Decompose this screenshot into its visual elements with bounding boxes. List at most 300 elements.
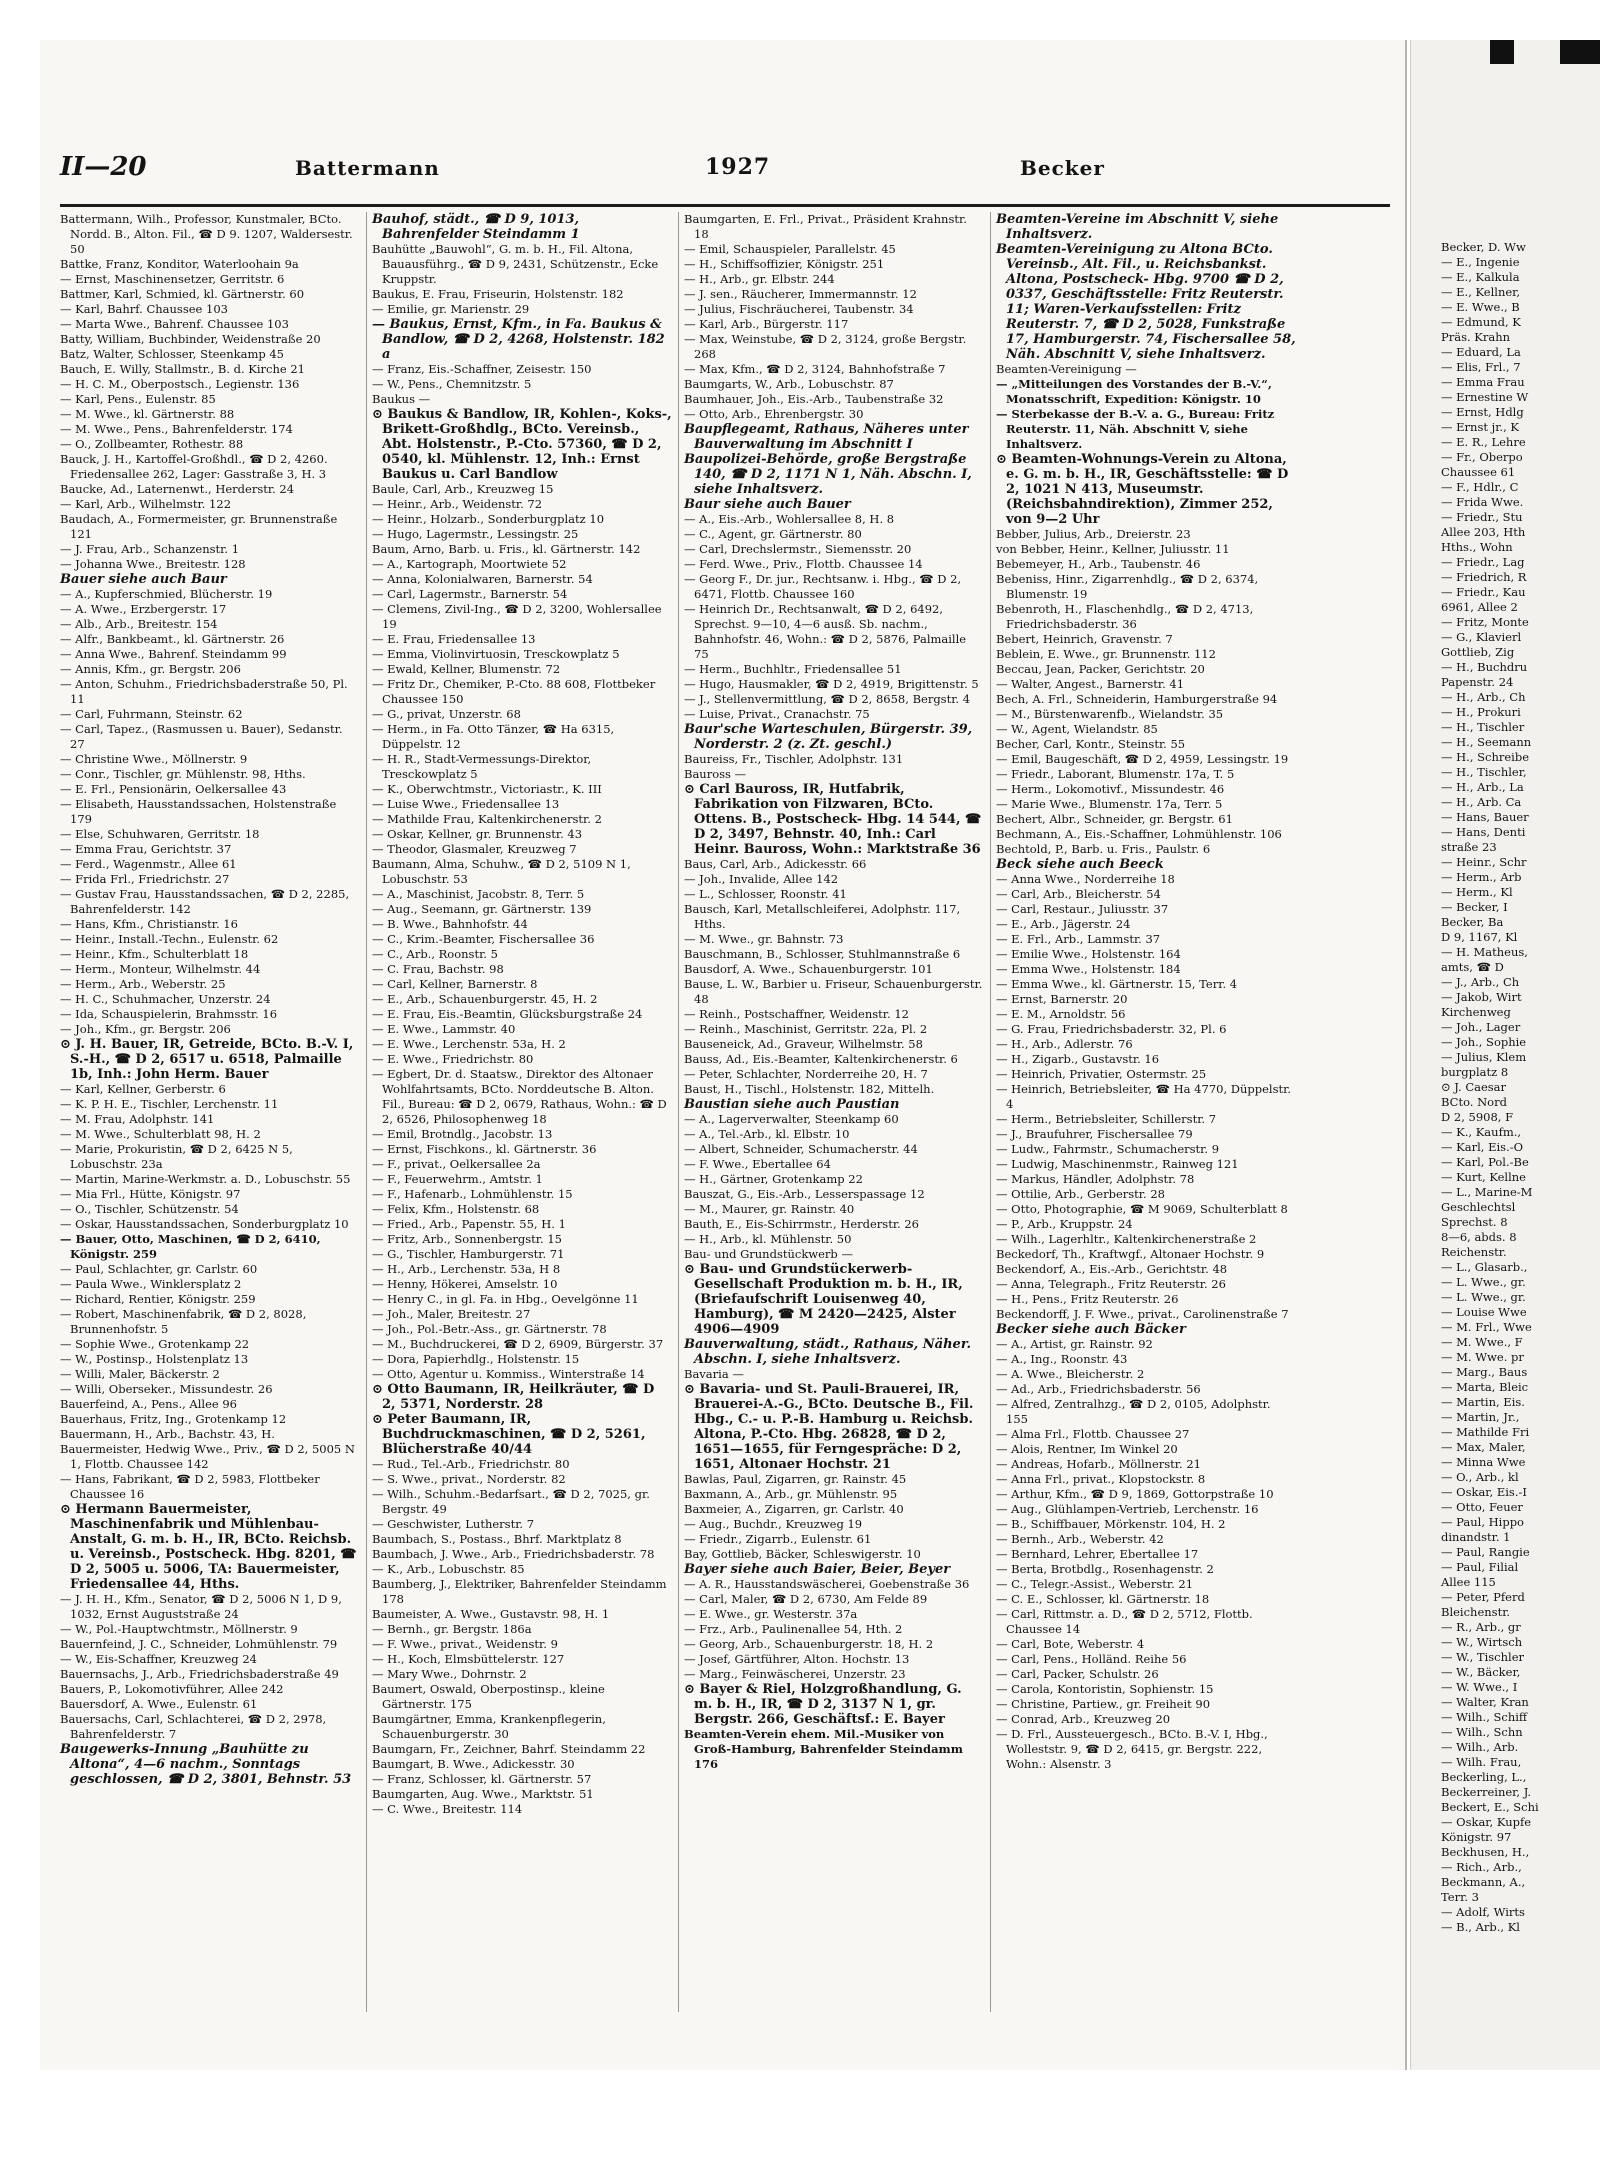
directory-entry: — Christine, Partiew., gr. Freiheit 90 — [996, 1697, 1211, 1711]
next-page-fragment: Allee 115 — [1441, 1575, 1496, 1589]
directory-entry: Bausch, Karl, Metallschleiferei, Adolphstr. 117, Hths. — [684, 902, 961, 931]
directory-entry: Bauersdorf, A. Wwe., Eulenstr. 61 — [60, 1697, 258, 1711]
directory-entry: — J., Braufuhrer, Fischersallee 79 — [996, 1127, 1193, 1141]
directory-entry: — H., Zigarb., Gustavstr. 16 — [996, 1052, 1160, 1066]
directory-entry: — Carl, Rittmstr. a. D., ☎ D 2, 5712, Flottb. Chaussee 14 — [996, 1607, 1253, 1636]
directory-entry: — Annis, Kfm., gr. Bergstr. 206 — [60, 662, 241, 676]
next-page-fragment: — Oskar, Kupfe — [1441, 1815, 1532, 1829]
directory-entry: — Ludw., Fahrmstr., Schumacherstr. 9 — [996, 1142, 1220, 1156]
directory-entry: — A., Artist, gr. Rainstr. 92 — [996, 1337, 1153, 1351]
directory-entry: — B., Schiffbauer, Mörkenstr. 104, H. 2 — [996, 1517, 1226, 1531]
directory-entry: ⊙ Bau- und Grundstückerwerb-Gesellschaft Produktion m. b. H., IR, (Briefaufschrift Louisenweg 40, Hamburg), ☎ M 2420—2425, Alster 4906—4909 — [684, 1262, 963, 1337]
directory-entry: Bauerfeind, A., Pens., Allee 96 — [60, 1397, 237, 1411]
directory-entry: — A., Tel.-Arb., kl. Elbstr. 10 — [684, 1127, 850, 1141]
directory-entry: Bauersachs, Carl, Schlachterei, ☎ D 2, 2978, Bahrenfelderstr. 7 — [60, 1712, 327, 1741]
directory-entry: — Marie Wwe., Blumenstr. 17a, Terr. 5 — [996, 797, 1223, 811]
next-page-fragment: — K., Kaufm., — [1441, 1125, 1522, 1139]
directory-entry: Bauth, E., Eis-Schirrmstr., Herderstr. 26 — [684, 1217, 919, 1231]
directory-entry: — Alfred, Zentralhzg., ☎ D 2, 0105, Adolphstr. 155 — [996, 1397, 1271, 1426]
directory-entry: — Herm., Betriebsleiter, Schillerstr. 7 — [996, 1112, 1217, 1126]
next-page-fragment: Beckerreiner, J. — [1441, 1785, 1532, 1799]
next-page-fragment: — Mathilde Fri — [1441, 1425, 1530, 1439]
directory-entry: — E. Wwe., Friedrichstr. 80 — [372, 1052, 534, 1066]
directory-entry: — E., Arb., Schauenburgerstr. 45, H. 2 — [372, 992, 598, 1006]
first-entry-word: Battermann — [295, 156, 440, 180]
next-page-fragment: — H., Tischler, — [1441, 765, 1527, 779]
directory-entry: — K., Oberwchtmstr., Victoriastr., K. III — [372, 782, 602, 796]
directory-entry: — Herm., in Fa. Otto Tänzer, ☎ Ha 6315, Düppelstr. 12 — [372, 722, 615, 751]
next-page-fragment: — Julius, Klem — [1441, 1050, 1527, 1064]
directory-entry: — Willi, Maler, Bäckerstr. 2 — [60, 1367, 220, 1381]
directory-entry: — Carl, Arb., Bleicherstr. 54 — [996, 887, 1161, 901]
directory-entry: — H., Gärtner, Grotenkamp 22 — [684, 1172, 863, 1186]
next-page-fragment: — Paul, Rangie — [1441, 1545, 1530, 1559]
next-page-fragment: — Adolf, Wirts — [1441, 1905, 1525, 1919]
directory-entry: — Frida Frl., Friedrichstr. 27 — [60, 872, 230, 886]
next-page-column — [1441, 240, 1600, 1935]
directory-entry: Baumert, Oswald, Oberpostinsp., kleine Gärtnerstr. 175 — [372, 1682, 605, 1711]
directory-entry: — Bauer, Otto, Maschinen, ☎ D 2, 6410, Königstr. 259 — [60, 1232, 321, 1261]
next-page-fragment: BCto. Nord — [1441, 1095, 1507, 1109]
next-page-fragment: — Emma Frau — [1441, 375, 1525, 389]
next-page-fragment: — Elis, Frl., 7 — [1441, 360, 1521, 374]
directory-entry: ⊙ Otto Baumann, IR, Heilkräuter, ☎ D 2, 5371, Norderstr. 28 — [372, 1382, 655, 1412]
next-page-fragment: — Wilh., Schiff — [1441, 1710, 1528, 1724]
directory-entry: — Henry C., in gl. Fa. in Hbg., Oevelgönne 11 — [372, 1292, 639, 1306]
directory-entry: — A., Maschinist, Jacobstr. 8, Terr. 5 — [372, 887, 585, 901]
directory-entry: Bauhütte „Bauwohl“, G. m. b. H., Fil. Altona, Bauausführg., ☎ D 9, 2431, Schützenstr., Ecke Kruppstr. — [372, 242, 659, 286]
next-page-fragment: — Ernst, Hdlg — [1441, 405, 1524, 419]
directory-entry: — E. M., Arnoldstr. 56 — [996, 1007, 1126, 1021]
directory-entry: — Dora, Papierhdlg., Holstenstr. 15 — [372, 1352, 580, 1366]
directory-entry: — Herm., Buchhltr., Friedensallee 51 — [684, 662, 902, 676]
directory-entry: — C. Frau, Bachstr. 98 — [372, 962, 504, 976]
directory-entry: Baukus — — [372, 392, 431, 406]
next-page-fragment: — H., Arb., Ch — [1441, 690, 1526, 704]
next-page-fragment: — Friedr., Stu — [1441, 510, 1523, 524]
directory-entry: Bebemeyer, H., Arb., Taubenstr. 46 — [996, 557, 1201, 571]
directory-entry: Baureiss, Fr., Tischler, Adolphstr. 131 — [684, 752, 904, 766]
directory-entry: — Karl, Bahrf. Chaussee 103 — [60, 302, 228, 316]
directory-entry: — E. Frl., Arb., Lammstr. 37 — [996, 932, 1161, 946]
directory-entry: — H., Pens., Fritz Reuterstr. 26 — [996, 1292, 1179, 1306]
next-page-fragment: Beckert, E., Schi — [1441, 1800, 1539, 1814]
directory-entry: — Gustav Frau, Hausstandssachen, ☎ D 2, 2285, Bahrenfelderstr. 142 — [60, 887, 350, 916]
directory-entry: Bechmann, A., Eis.-Schaffner, Lohmühlenstr. 106 — [996, 827, 1282, 841]
directory-entry: — Fritz, Arb., Sonnenbergstr. 15 — [372, 1232, 562, 1246]
next-page-fragment: Becker, Ba — [1441, 915, 1504, 929]
next-page-fragment: Sprechst. 8 — [1441, 1215, 1508, 1229]
directory-entry: Beccau, Jean, Packer, Gerichtstr. 20 — [996, 662, 1205, 676]
next-page-fragment: straße 23 — [1441, 840, 1497, 854]
directory-entry: — Baukus, Ernst, Kfm., in Fa. Baukus & Bandlow, ☎ D 2, 4268, Holstenstr. 182 a — [372, 317, 665, 362]
next-page-fragment: — H., Arb., La — [1441, 780, 1524, 794]
directory-entry: — H., Arb., gr. Elbstr. 244 — [684, 272, 835, 286]
next-page-fragment: — Louise Wwe — [1441, 1305, 1527, 1319]
next-page-fragment: — H., Seemann — [1441, 735, 1532, 749]
directory-entry: — Herm., Lokomotivf., Missundestr. 46 — [996, 782, 1225, 796]
directory-entry: — Georg F., Dr. jur., Rechtsanw. i. Hbg., ☎ D 2, 6471, Flottb. Chaussee 160 — [684, 572, 962, 601]
directory-entry: — Oskar, Kellner, gr. Brunnenstr. 43 — [372, 827, 583, 841]
directory-entry: — H. C. M., Oberpostsch., Legienstr. 136 — [60, 377, 300, 391]
next-page-fragment: Allee 203, Hth — [1441, 525, 1526, 539]
directory-entry: — Karl, Kellner, Gerberstr. 6 — [60, 1082, 226, 1096]
next-page-fragment: Papenstr. 24 — [1441, 675, 1514, 689]
directory-entry: — H. C., Schuhmacher, Unzerstr. 24 — [60, 992, 271, 1006]
directory-entry: — F., Hafenarb., Lohmühlenstr. 15 — [372, 1187, 573, 1201]
directory-entry: — Josef, Gärtführer, Alton. Hochstr. 13 — [684, 1652, 910, 1666]
directory-entry: Bay, Gottlieb, Bäcker, Schleswigerstr. 10 — [684, 1547, 921, 1561]
directory-entry: — S. Wwe., privat., Norderstr. 82 — [372, 1472, 566, 1486]
directory-entry: — A., Ing., Roonstr. 43 — [996, 1352, 1128, 1366]
directory-entry: Baumgarts, W., Arb., Lobuschstr. 87 — [684, 377, 894, 391]
next-page-fragment: — L., Glasarb., — [1441, 1260, 1528, 1274]
directory-entry: — Ernst, Barnerstr. 20 — [996, 992, 1128, 1006]
directory-entry: Baumhauer, Joh., Eis.-Arb., Taubenstraße 32 — [684, 392, 944, 406]
directory-entry: — Henny, Hökerei, Amselstr. 10 — [372, 1277, 558, 1291]
directory-entry: — Ottilie, Arb., Gerberstr. 28 — [996, 1187, 1165, 1201]
next-page-fragment: — Herm., Arb — [1441, 870, 1522, 884]
directory-entry: — Mia Frl., Hütte, Königstr. 97 — [60, 1187, 241, 1201]
next-page-fragment: — G., Klavierl — [1441, 630, 1522, 644]
directory-entry: — B. Wwe., Bahnhofstr. 44 — [372, 917, 528, 931]
directory-entry: Battermann, Wilh., Professor, Kunstmaler, BCto. Nordd. B., Alton. Fil., ☎ D 9. 1207, Waldersestr. 50 — [60, 212, 353, 256]
directory-entry: — W., Eis-Schaffner, Kreuzweg 24 — [60, 1652, 257, 1666]
directory-entry: — Emil, Schauspieler, Parallelstr. 45 — [684, 242, 896, 256]
directory-entry: — Anna, Telegraph., Fritz Reuterstr. 26 — [996, 1277, 1226, 1291]
directory-entry: von Bebber, Heinr., Kellner, Juliusstr. 11 — [996, 542, 1230, 556]
directory-entry: Bauermeister, Hedwig Wwe., Priv., ☎ D 2, 5005 N 1, Flottb. Chaussee 142 — [60, 1442, 355, 1471]
directory-entry: — Else, Schuhwaren, Gerritstr. 18 — [60, 827, 260, 841]
directory-entry: — Georg, Arb., Schauenburgerstr. 18, H. 2 — [684, 1637, 934, 1651]
directory-entry: — Martin, Marine-Werkmstr. a. D., Lobuschstr. 55 — [60, 1172, 351, 1186]
directory-entry: Bauer siehe auch Baur — [60, 572, 227, 587]
header-rule — [60, 204, 1390, 207]
directory-entry: — C., Agent, gr. Gärtnerstr. 80 — [684, 527, 862, 541]
directory-entry: — E. Frau, Eis.-Beamtin, Glücksburgstraße 24 — [372, 1007, 643, 1021]
directory-entry: — Heinr., Arb., Weidenstr. 72 — [372, 497, 543, 511]
directory-entry: — Emma Wwe., kl. Gärtnerstr. 15, Terr. 4 — [996, 977, 1238, 991]
directory-entry: Beckendorf, A., Eis.-Arb., Gerichtstr. 48 — [996, 1262, 1228, 1276]
directory-entry: — E. Frau, Friedensallee 13 — [372, 632, 536, 646]
next-page-fragment: Terr. 3 — [1441, 1890, 1479, 1904]
directory-entry: Baumgart, B. Wwe., Adickesstr. 30 — [372, 1757, 575, 1771]
directory-entry: — Ernst, Fischkons., kl. Gärtnerstr. 36 — [372, 1142, 597, 1156]
directory-entry: — M. Wwe., kl. Gärtnerstr. 88 — [60, 407, 235, 421]
directory-entry: — Aug., Buchdr., Kreuzweg 19 — [684, 1517, 863, 1531]
directory-entry: — Walter, Angest., Barnerstr. 41 — [996, 677, 1185, 691]
directory-entry: Beamten-Vereine im Abschnitt V, siehe Inhaltsverz. — [996, 212, 1279, 242]
next-page-fragment: — Walter, Kran — [1441, 1695, 1529, 1709]
directory-entry: — Hugo, Hausmakler, ☎ D 2, 4919, Brigittenstr. 5 — [684, 677, 979, 691]
directory-entry: — Emil, Brotndlg., Jacobstr. 13 — [372, 1127, 553, 1141]
next-page-fragment: — Jakob, Wirt — [1441, 990, 1522, 1004]
directory-entry: — Otto, Agentur u. Kommiss., Winterstraße 14 — [372, 1367, 645, 1381]
directory-entry: — Luise Wwe., Friedensallee 13 — [372, 797, 560, 811]
directory-entry: Baur siehe auch Bauer — [684, 497, 851, 512]
directory-entry: — D. Frl., Aussteuergesch., BCto. B.-V. I, Hbg., Wolleststr. 9, ☎ D 2, 6415, gr. Bergstr. 222, Wohn.: Alsenstr. 3 — [996, 1727, 1268, 1771]
directory-entry: — C., Telegr.-Assist., Weberstr. 21 — [996, 1577, 1194, 1591]
directory-entry: — M. Frau, Adolphstr. 141 — [60, 1112, 215, 1126]
directory-entry: — E. Wwe., gr. Westerstr. 37a — [684, 1607, 858, 1621]
directory-entry: — Carl, Maler, ☎ D 2, 6730, Am Felde 89 — [684, 1592, 928, 1606]
directory-entry: — Emil, Baugeschäft, ☎ D 2, 4959, Lessingstr. 19 — [996, 752, 1289, 766]
next-page-fragment: — W., Tischler — [1441, 1650, 1525, 1664]
directory-entry: Bauermann, H., Arb., Bachstr. 43, H. — [60, 1427, 275, 1441]
directory-entry: — Alfr., Bankbeamt., kl. Gärtnerstr. 26 — [60, 632, 285, 646]
directory-entry: — E., Arb., Jägerstr. 24 — [996, 917, 1131, 931]
directory-entry: — Max, Weinstube, ☎ D 2, 3124, große Bergstr. 268 — [684, 332, 967, 361]
next-page-fragment: — Paul, Filial — [1441, 1560, 1519, 1574]
directory-entry: — G. Frau, Friedrichsbaderstr. 32, Pl. 6 — [996, 1022, 1227, 1036]
directory-entry: — Ferd. Wwe., Priv., Flottb. Chaussee 14 — [684, 557, 923, 571]
directory-entry: Baust, H., Tischl., Holstenstr. 182, Mittelh. — [684, 1082, 935, 1096]
directory-entry: — Joh., Pol.-Betr.-Ass., gr. Gärtnerstr. 78 — [372, 1322, 607, 1336]
directory-entry: Baugewerks-Innung „Bauhütte zu Altona“, 4—6 nachm., Sonntags geschlossen, ☎ D 2, 3801, Behnstr. 53 — [60, 1742, 352, 1787]
directory-entry: — Carl, Restaur., Juliusstr. 37 — [996, 902, 1169, 916]
directory-entry: — Ludwig, Maschinenmstr., Rainweg 121 — [996, 1157, 1239, 1171]
column-divider — [678, 212, 679, 2012]
directory-entry: — Aug., Glühlampen-Vertrieb, Lerchenstr. 16 — [996, 1502, 1259, 1516]
directory-entry: Baumann, Alma, Schuhw., ☎ D 2, 5109 N 1, Lobuschstr. 53 — [372, 857, 631, 886]
directory-entry: — A. R., Hausstandswäscherei, Goebenstraße 36 — [684, 1577, 970, 1591]
directory-entry: — Andreas, Hofarb., Möllnerstr. 21 — [996, 1457, 1201, 1471]
directory-entry: — O., Zollbeamter, Rothestr. 88 — [60, 437, 244, 451]
next-page-fragment: — Joh., Sophie — [1441, 1035, 1527, 1049]
directory-entry: Bech, A. Frl., Schneiderin, Hamburgerstraße 94 — [996, 692, 1278, 706]
directory-entry: — Peter, Schlachter, Norderreihe 20, H. 7 — [684, 1067, 928, 1081]
directory-entry: Bavaria — — [684, 1367, 744, 1381]
directory-entry: — Mathilde Frau, Kaltenkirchenerstr. 2 — [372, 812, 602, 826]
directory-entry: — A., Eis.-Arb., Wohlersallee 8, H. 8 — [684, 512, 895, 526]
directory-entry: Bebert, Heinrich, Gravenstr. 7 — [996, 632, 1173, 646]
directory-page — [40, 40, 1407, 2070]
directory-entry: — Bernhard, Lehrer, Ebertallee 17 — [996, 1547, 1199, 1561]
directory-entry: — F. Wwe., privat., Weidenstr. 9 — [372, 1637, 558, 1651]
next-page-fragment: — O., Arb., kl — [1441, 1470, 1519, 1484]
directory-entry: — Joh., Invalide, Allee 142 — [684, 872, 839, 886]
directory-entry: Baxmeier, A., Zigarren, gr. Carlstr. 40 — [684, 1502, 904, 1516]
directory-entry: — Bernh., Arb., Weberstr. 42 — [996, 1532, 1164, 1546]
directory-entry: — Robert, Maschinenfabrik, ☎ D 2, 8028, Brunnenhofstr. 5 — [60, 1307, 307, 1336]
directory-entry: — Marta Wwe., Bahrenf. Chaussee 103 — [60, 317, 289, 331]
directory-entry: ⊙ Peter Baumann, IR, Buchdruckmaschinen, ☎ D 2, 5261, Blücherstraße 40/44 — [372, 1412, 646, 1457]
directory-entry: — Herm., Monteur, Wilhelmstr. 44 — [60, 962, 261, 976]
directory-entry: Batz, Walter, Schlosser, Steenkamp 45 — [60, 347, 285, 361]
next-page-fragment: — Herm., Kl — [1441, 885, 1513, 899]
directory-entry: — C., Krim.-Beamter, Fischersallee 36 — [372, 932, 595, 946]
directory-entry: — Luise, Privat., Cranachstr. 75 — [684, 707, 870, 721]
directory-entry: — Heinr., Holzarb., Sonderburgplatz 10 — [372, 512, 605, 526]
directory-entry: — E. Wwe., Lammstr. 40 — [372, 1022, 516, 1036]
directory-entry: Bauseneick, Ad., Graveur, Wilhelmstr. 58 — [684, 1037, 923, 1051]
directory-entry: — Markus, Händler, Adolphstr. 78 — [996, 1172, 1195, 1186]
directory-entry: — M. Wwe., Schulterblatt 98, H. 2 — [60, 1127, 261, 1141]
corner-mark — [1490, 40, 1514, 64]
directory-entry: — Anton, Schuhm., Friedrichsbaderstraße 50, Pl. 11 — [60, 677, 348, 706]
directory-entry: ⊙ Bayer & Riel, Holzgroßhandlung, G. m. b. H., IR, ☎ D 2, 3137 N 1, gr. Bergstr. 266, Geschäftsf.: E. Bayer — [684, 1682, 962, 1727]
next-page-fragment: — Friedr., Lag — [1441, 555, 1525, 569]
directory-entry: — Emma Frau, Gerichtstr. 37 — [60, 842, 232, 856]
directory-entry: — Marie, Prokuristin, ☎ D 2, 6425 N 5, Lobuschstr. 23a — [60, 1142, 293, 1171]
directory-entry: — H., Schiffsoffizier, Königstr. 251 — [684, 257, 885, 271]
directory-entry: Bauross — — [684, 767, 747, 781]
directory-entry: — Fritz Dr., Chemiker, P.-Cto. 88 608, Flottbeker Chaussee 150 — [372, 677, 656, 706]
page-number: II—20 — [60, 152, 147, 182]
directory-entry: — G., privat, Unzerstr. 68 — [372, 707, 521, 721]
directory-entry: — Alb., Arb., Breitestr. 154 — [60, 617, 218, 631]
next-page-fragment: Gottlieb, Zig — [1441, 645, 1515, 659]
directory-entry: Baur'sche Warteschulen, Bürgerstr. 39, Norderstr. 2 (z. Zt. geschl.) — [684, 722, 973, 752]
directory-entry: Baumbach, S., Postass., Bhrf. Marktplatz 8 — [372, 1532, 622, 1546]
directory-entry: — C., Arb., Roonstr. 5 — [372, 947, 498, 961]
directory-entry: Beamten-Vereinigung zu Altona BCto. Vereinsb., Alt. Fil., u. Reichsbankst. Altona, Postscheck- Hbg. 9700 ☎ D 2, 0337, Geschäftsstelle: Fritz Reuterstr. 11; Waren-Verkaufsstellen: Fritz Reuterstr. 7, ☎ D 2, 5028, Funkstraße 17, Hamburgerstr. 74, Fischersallee 58, Näh. Abschnitt V, siehe Inhaltsverz. — [996, 242, 1296, 362]
next-page-fragment: — Karl, Pol.-Be — [1441, 1155, 1529, 1169]
next-page-fragment: — Edmund, K — [1441, 315, 1521, 329]
next-page-fragment: — J., Arb., Ch — [1441, 975, 1520, 989]
directory-entry: Baumgarn, Fr., Zeichner, Bahrf. Steindamm 22 — [372, 1742, 646, 1756]
directory-entry: Baustian siehe auch Paustian — [684, 1097, 900, 1112]
next-page-fragment: Bleichenstr. — [1441, 1605, 1511, 1619]
directory-entry: — Ida, Schauspielerin, Brahmsstr. 16 — [60, 1007, 278, 1021]
directory-entry: — Egbert, Dr. d. Staatsw., Direktor des Altonaer Wohlfahrtsamts, BCto. Norddeutsche B. Alton. Fil., Bureau: ☎ D 2, 0679, Rathaus, Wohn.: ☎ D 2, 6526, Philosophenweg 18 — [372, 1067, 667, 1126]
next-page-fragment: Reichenstr. — [1441, 1245, 1507, 1259]
next-page-fragment: — M. Wwe., F — [1441, 1335, 1523, 1349]
next-page-fragment: — E. Wwe., B — [1441, 300, 1520, 314]
directory-entry: — Hugo, Lagermstr., Lessingstr. 25 — [372, 527, 579, 541]
directory-entry: Baukus, E. Frau, Friseurin, Holstenstr. 182 — [372, 287, 624, 301]
directory-entry: ⊙ Bavaria- und St. Pauli-Brauerei, IR, Brauerei-A.-G., BCto. Deutsche B., Fil. Hbg., C.- u. P.-B. Hamburg u. Reichsb. Altona, P.-Cto. Hbg. 26828, ☎ D 2, 1651—1655, für Ferngespräche: D 2, 1651, Altonaer Hochstr. 21 — [684, 1382, 974, 1472]
next-page-fragment: — Otto, Feuer — [1441, 1500, 1523, 1514]
directory-column-4 — [996, 212, 1296, 1772]
directory-entry: — Carl, Packer, Schulstr. 26 — [996, 1667, 1159, 1681]
directory-entry: Baum, Arno, Barb. u. Fris., kl. Gärtnerstr. 142 — [372, 542, 641, 556]
next-page-fragment: — Fr., Oberpo — [1441, 450, 1523, 464]
next-page-fragment: — Wilh., Arb. — [1441, 1740, 1519, 1754]
next-page-fragment: — Friedr., Kau — [1441, 585, 1526, 599]
directory-entry: — Oskar, Hausstandssachen, Sonderburgplatz 10 — [60, 1217, 349, 1231]
directory-entry: — K., Arb., Lobuschstr. 85 — [372, 1562, 525, 1576]
directory-entry: — Ernst, Maschinensetzer, Gerritstr. 6 — [60, 272, 285, 286]
directory-entry: ⊙ Carl Bauross, IR, Hutfabrik, Fabrikation von Filzwaren, BCto. Ottens. B., Postscheck- Hbg. 14 544, ☎ D 2, 3497, Behnstr. 40, Inh.: Carl Heinr. Bauross, Wohn.: Marktstraße 36 — [684, 782, 982, 857]
directory-entry: — Alma Frl., Flottb. Chaussee 27 — [996, 1427, 1190, 1441]
directory-entry: — Otto, Photographie, ☎ M 9069, Schulterblatt 8 — [996, 1202, 1288, 1216]
next-page-fragment: — H., Tischler — [1441, 720, 1525, 734]
next-page-fragment: — W. Wwe., I — [1441, 1680, 1518, 1694]
directory-entry: Baxmann, A., Arb., gr. Mühlenstr. 95 — [684, 1487, 898, 1501]
directory-entry: — Franz, Eis.-Schaffner, Zeisestr. 150 — [372, 362, 592, 376]
next-page-fragment: Becker, D. Ww — [1441, 240, 1526, 254]
directory-entry: Beamten-Verein ehem. Mil.-Musiker von Groß-Hamburg, Bahrenfelder Steindamm 176 — [684, 1727, 963, 1771]
directory-entry: — Clemens, Zivil-Ing., ☎ D 2, 3200, Wohlersallee 19 — [372, 602, 662, 631]
directory-entry: — Aug., Seemann, gr. Gärtnerstr. 139 — [372, 902, 592, 916]
directory-entry: — Emilie Wwe., Holstenstr. 164 — [996, 947, 1181, 961]
next-page-fragment: — H. Matheus, — [1441, 945, 1528, 959]
directory-entry: — Friedr., Zigarrb., Eulenstr. 61 — [684, 1532, 872, 1546]
directory-entry: — Julius, Fischräucherei, Taubenstr. 34 — [684, 302, 914, 316]
directory-entry: Bauernsachs, J., Arb., Friedrichsbaderstraße 49 — [60, 1667, 339, 1681]
next-page-fragment: — W., Bäcker, — [1441, 1665, 1521, 1679]
directory-entry: ⊙ Hermann Bauermeister, Maschinenfabrik und Mühlenbau-Anstalt, G. m. b. H., IR, BCto. Reichsb. u. Vereinsb., Postscheck. Hbg. 8201, ☎ D 2, 5005 u. 5006, TA: Bauermeister, Friedensallee 44, Hths. — [60, 1502, 357, 1592]
directory-entry: — Reinh., Postschaffner, Weidenstr. 12 — [684, 1007, 909, 1021]
directory-entry: — W., Postinsp., Holstenplatz 13 — [60, 1352, 249, 1366]
directory-entry: Bawlas, Paul, Zigarren, gr. Rainstr. 45 — [684, 1472, 907, 1486]
column-divider — [366, 212, 367, 2012]
next-page-fragment: — Paul, Hippo — [1441, 1515, 1524, 1529]
corner-mark — [1560, 40, 1600, 64]
directory-entry: — Franz, Schlosser, kl. Gärtnerstr. 57 — [372, 1772, 592, 1786]
directory-entry: — Karl, Arb., Bürgerstr. 117 — [684, 317, 849, 331]
directory-entry: Baupolizei-Behörde, große Bergstraße 140, ☎ D 2, 1171 N 1, Näh. Abschn. I, siehe Inhaltsverz. — [684, 452, 972, 497]
directory-entry: — C. Wwe., Breitestr. 114 — [372, 1802, 523, 1816]
directory-entry: — Theodor, Glasmaler, Kreuzweg 7 — [372, 842, 577, 856]
next-page-fragment: — Marg., Baus — [1441, 1365, 1528, 1379]
next-page-fragment: — F., Hdlr., C — [1441, 480, 1519, 494]
directory-entry: — Alois, Rentner, Im Winkel 20 — [996, 1442, 1178, 1456]
directory-entry: — Max, Kfm., ☎ D 2, 3124, Bahnhofstraße 7 — [684, 362, 946, 376]
directory-entry: Bausdorf, A. Wwe., Schauenburgerstr. 101 — [684, 962, 933, 976]
directory-entry: — Anna Wwe., Bahrenf. Steindamm 99 — [60, 647, 287, 661]
directory-entry: — Joh., Kfm., gr. Bergstr. 206 — [60, 1022, 231, 1036]
directory-entry: — Bernh., gr. Bergstr. 186a — [372, 1622, 532, 1636]
directory-entry: — Elisabeth, Hausstandssachen, Holstenstraße 179 — [60, 797, 337, 826]
directory-entry: — M. Wwe., Pens., Bahrenfelderstr. 174 — [60, 422, 293, 436]
next-page-fragment: — Oskar, Eis.-I — [1441, 1485, 1527, 1499]
next-page-fragment: — W., Wirtsch — [1441, 1635, 1523, 1649]
directory-entry: — Otto, Arb., Ehrenbergstr. 30 — [684, 407, 864, 421]
directory-entry: — Richard, Rentier, Königstr. 259 — [60, 1292, 256, 1306]
column-divider — [990, 212, 991, 2012]
directory-entry: Battmer, Karl, Schmied, kl. Gärtnerstr. 60 — [60, 287, 305, 301]
next-page-fragment: — E. R., Lehre — [1441, 435, 1526, 449]
directory-entry: ⊙ Beamten-Wohnungs-Verein zu Altona, e. G. m. b. H., IR, Geschäftsstelle: ☎ D 2, 1021 N 413, Museumstr. (Reichsbahndirektion), Zimmer 252, von 9—2 Uhr — [996, 452, 1289, 527]
directory-entry: — M. Wwe., gr. Bahnstr. 73 — [684, 932, 844, 946]
next-page-fragment: dinandstr. 1 — [1441, 1530, 1511, 1544]
directory-entry: — Albert, Schneider, Schumacherstr. 44 — [684, 1142, 918, 1156]
next-page-fragment: — Kurt, Kellne — [1441, 1170, 1526, 1184]
next-page-fragment: Geschlechtsl — [1441, 1200, 1516, 1214]
directory-entry: — Anna, Kolonialwaren, Barnerstr. 54 — [372, 572, 593, 586]
next-page-fragment: — Heinr., Schr — [1441, 855, 1527, 869]
directory-entry: Baumeister, A. Wwe., Gustavstr. 98, H. 1 — [372, 1607, 610, 1621]
directory-entry: — A., Lagerverwalter, Steenkamp 60 — [684, 1112, 899, 1126]
next-page-fragment: — Becker, I — [1441, 900, 1508, 914]
directory-entry: — Ad., Arb., Friedrichsbaderstr. 56 — [996, 1382, 1201, 1396]
next-page-fragment: — L., Marine-M — [1441, 1185, 1533, 1199]
directory-entry: — Carl, Lagermstr., Barnerstr. 54 — [372, 587, 568, 601]
next-page-fragment: — Joh., Lager — [1441, 1020, 1521, 1034]
directory-entry: — A. Wwe., Bleicherstr. 2 — [996, 1367, 1145, 1381]
directory-entry: Bebenroth, H., Flaschenhdlg., ☎ D 2, 4713, Friedrichsbaderstr. 36 — [996, 602, 1254, 631]
directory-entry: — F. Wwe., Ebertallee 64 — [684, 1157, 831, 1171]
directory-entry: Beblein, E. Wwe., gr. Brunnenstr. 112 — [996, 647, 1216, 661]
directory-entry: — H. R., Stadt-Vermessungs-Direktor, Tresckowplatz 5 — [372, 752, 592, 781]
next-page-fragment: burgplatz 8 — [1441, 1065, 1509, 1079]
next-page-fragment: 8—6, abds. 8 — [1441, 1230, 1517, 1244]
directory-entry: Bauernfeind, J. C., Schneider, Lohmühlenstr. 79 — [60, 1637, 338, 1651]
next-page-fragment: Beckerling, L., — [1441, 1770, 1527, 1784]
directory-entry: — Carl, Kellner, Barnerstr. 8 — [372, 977, 538, 991]
directory-entry: — G., Tischler, Hamburgerstr. 71 — [372, 1247, 565, 1261]
next-page-fragment: Königstr. 97 — [1441, 1830, 1512, 1844]
next-page-fragment: — B., Arb., Kl — [1441, 1920, 1520, 1934]
directory-entry: — Heinrich, Betriebsleiter, ☎ Ha 4770, Düppelstr. 4 — [996, 1082, 1292, 1111]
directory-entry: — Carola, Kontoristin, Sophienstr. 15 — [996, 1682, 1214, 1696]
directory-entry: — Anna Wwe., Norderreihe 18 — [996, 872, 1175, 886]
directory-entry: — A., Kartograph, Moortwiete 52 — [372, 557, 567, 571]
directory-entry: — Christine Wwe., Möllnerstr. 9 — [60, 752, 248, 766]
next-page-fragment: — Minna Wwe — [1441, 1455, 1526, 1469]
